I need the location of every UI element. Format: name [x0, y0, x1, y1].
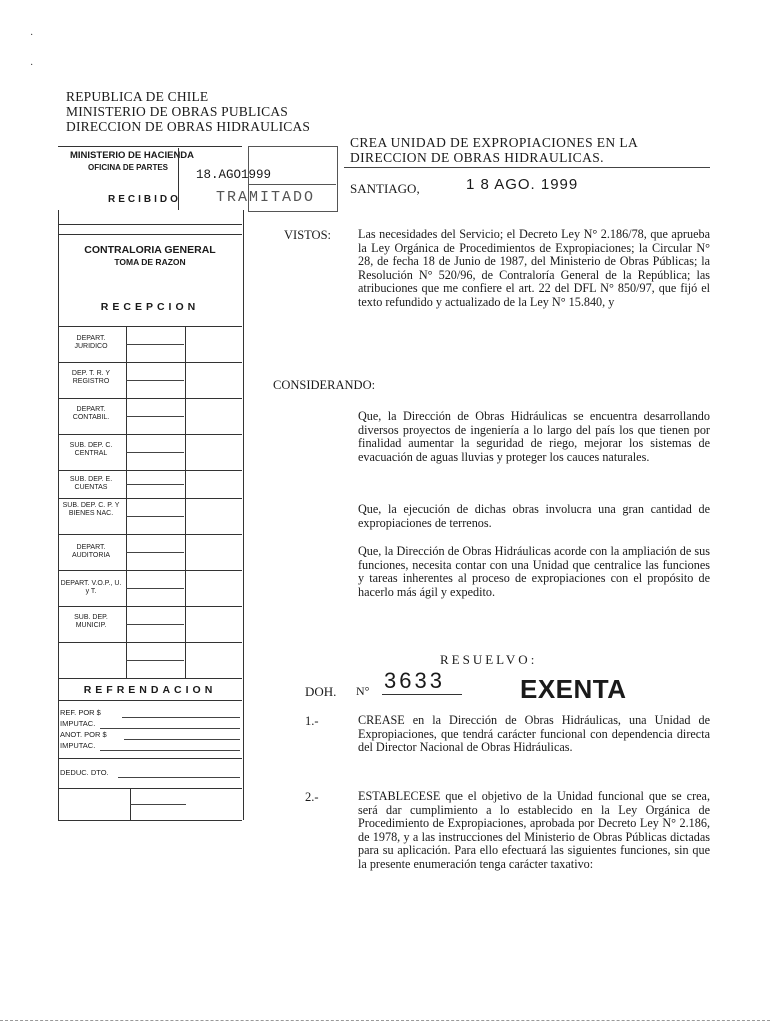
- dept-registro: DEP. T. R. Y REGISTRO: [71, 370, 111, 385]
- recepcion-label: RECEPCION: [100, 301, 200, 313]
- hacienda-stamp: [58, 146, 338, 210]
- bottom-rule: [0, 1020, 770, 1021]
- header-republica: REPUBLICA DE CHILE: [66, 89, 209, 104]
- margin-mark-left: ·: [30, 60, 34, 71]
- dept-e-cuentas: SUB. DEP. E. CUENTAS: [69, 476, 113, 491]
- dept-municip: SUB. DEP. MUNICIP.: [74, 614, 108, 629]
- considerando-2: Que, la ejecución de dichas obras involucra una gran cantidad de expropiaciones de terrenos.: [358, 502, 710, 530]
- item-2-text: ESTABLECESE que el objetivo de la Unidad funcional que se crea, será dar cumplimiento a lo establecido en la Ley Orgánica de Procedimiento de Expropiaciones, aprobada por Decreto Ley N° 2.186, de 1978, y a las instrucciones del Ministerio de Obras Públicas dictadas para su aplicación. Para ello efectuará las siguientes funciones, sin que la presente enumeración tenga carácter taxativo:: [358, 789, 710, 871]
- title-line-2: DIRECCION DE OBRAS HIDRAULICAS.: [350, 150, 604, 165]
- considerando-3: Que, la Dirección de Obras Hidráulicas acorde con la ampliación de sus funciones, necesita contar con una Unidad que centralice las funciones y tareas inherentes al proceso de expropiaciones con el propósito de hacerlo más ágil y expedito.: [358, 544, 710, 599]
- considerando-label: CONSIDERANDO:: [273, 378, 376, 392]
- contraloria-title: CONTRALORIA GENERAL: [84, 244, 216, 256]
- number-label: N°: [356, 684, 370, 698]
- item-1-number: 1.-: [305, 714, 319, 728]
- doh-label: DOH.: [305, 684, 337, 699]
- stamp-office: OFICINA DE PARTES: [88, 163, 169, 172]
- dept-auditoria: DEPART. AUDITORIA: [72, 544, 110, 559]
- imputac-1: IMPUTAC.: [60, 719, 96, 728]
- dept-c-central: SUB. DEP. C. CENTRAL: [69, 442, 113, 457]
- resolution-number: 3633: [384, 668, 445, 693]
- dept-juridico: DEPART. JURIDICO: [74, 335, 108, 350]
- document-title: [350, 135, 638, 165]
- ref-por: REF. POR $: [60, 708, 101, 717]
- resuelvo-heading: RESUELVO:: [440, 652, 538, 667]
- anot-por: ANOT. POR $: [60, 730, 107, 739]
- exenta-stamp: EXENTA: [520, 674, 627, 704]
- margin-mark-top: ·: [30, 30, 34, 41]
- vistos-text: Las necesidades del Servicio; el Decreto Ley N° 2.186/78, que aprueba la Ley Orgánica de Procedimientos de Expropiaciones; la Circular N° 28, de fecha 18 de Junio de 1987, del Ministerio de Obras Públicas; la Resolución N° 520/96, de Contraloría General de la República; las atribuciones que me confiere el art. 22 del DFL N° 850/97, que fijó el texto refundido y actualizado de la Ley N° 15.840, y: [358, 227, 710, 309]
- item-2-number: 2.-: [305, 790, 319, 804]
- dept-bienes-nac: SUB. DEP. C. P. Y BIENES NAC.: [62, 502, 120, 517]
- title-divider: [344, 167, 710, 168]
- contraloria-form: [58, 210, 242, 820]
- stamp-received: RECIBIDO: [108, 194, 181, 205]
- dept-vop: DEPART. V.O.P., U. y T.: [60, 580, 122, 595]
- stamp-tramitado: TRAMITADO: [216, 189, 316, 206]
- ministry-header: [66, 89, 310, 134]
- item-1-text: CREASE en la Dirección de Obras Hidráulicas, una Unidad de Expropiaciones, que tendrá carácter funcional con dependencia directa del Director Nacional de Obras Hidráulicas.: [358, 713, 710, 755]
- vistos-label: VISTOS:: [284, 228, 332, 242]
- header-direccion: DIRECCION DE OBRAS HIDRAULICAS: [66, 119, 311, 134]
- dept-contabil: DEPART. CONTABIL.: [72, 406, 110, 421]
- santiago-label: SANTIAGO,: [350, 181, 420, 196]
- deduc-dto: DEDUC. DTO.: [60, 768, 109, 777]
- imputac-2: IMPUTAC.: [60, 741, 96, 750]
- header-ministerio: MINISTERIO DE OBRAS PUBLICAS: [66, 104, 288, 119]
- toma-de-razon: TOMA DE RAZON: [114, 257, 186, 267]
- document-date: 1 8 AGO. 1999: [466, 176, 579, 193]
- stamp-ministry: MINISTERIO DE HACIENDA: [70, 150, 195, 161]
- title-line-1: CREA UNIDAD DE EXPROPIACIONES EN LA: [350, 135, 639, 150]
- stamp-date: 18.AGO1999: [196, 168, 272, 182]
- refrendacion-label: REFRENDACION: [83, 684, 217, 696]
- considerando-1: Que, la Dirección de Obras Hidráulicas se encuentra desarrollando diversos proyectos de ingeniería a lo largo del país los que tienen por finalidad aumentar la seguridad de riego, mejorar los sistemas de evacuación de aguas lluvias y proteger los cauces naturales.: [358, 409, 710, 464]
